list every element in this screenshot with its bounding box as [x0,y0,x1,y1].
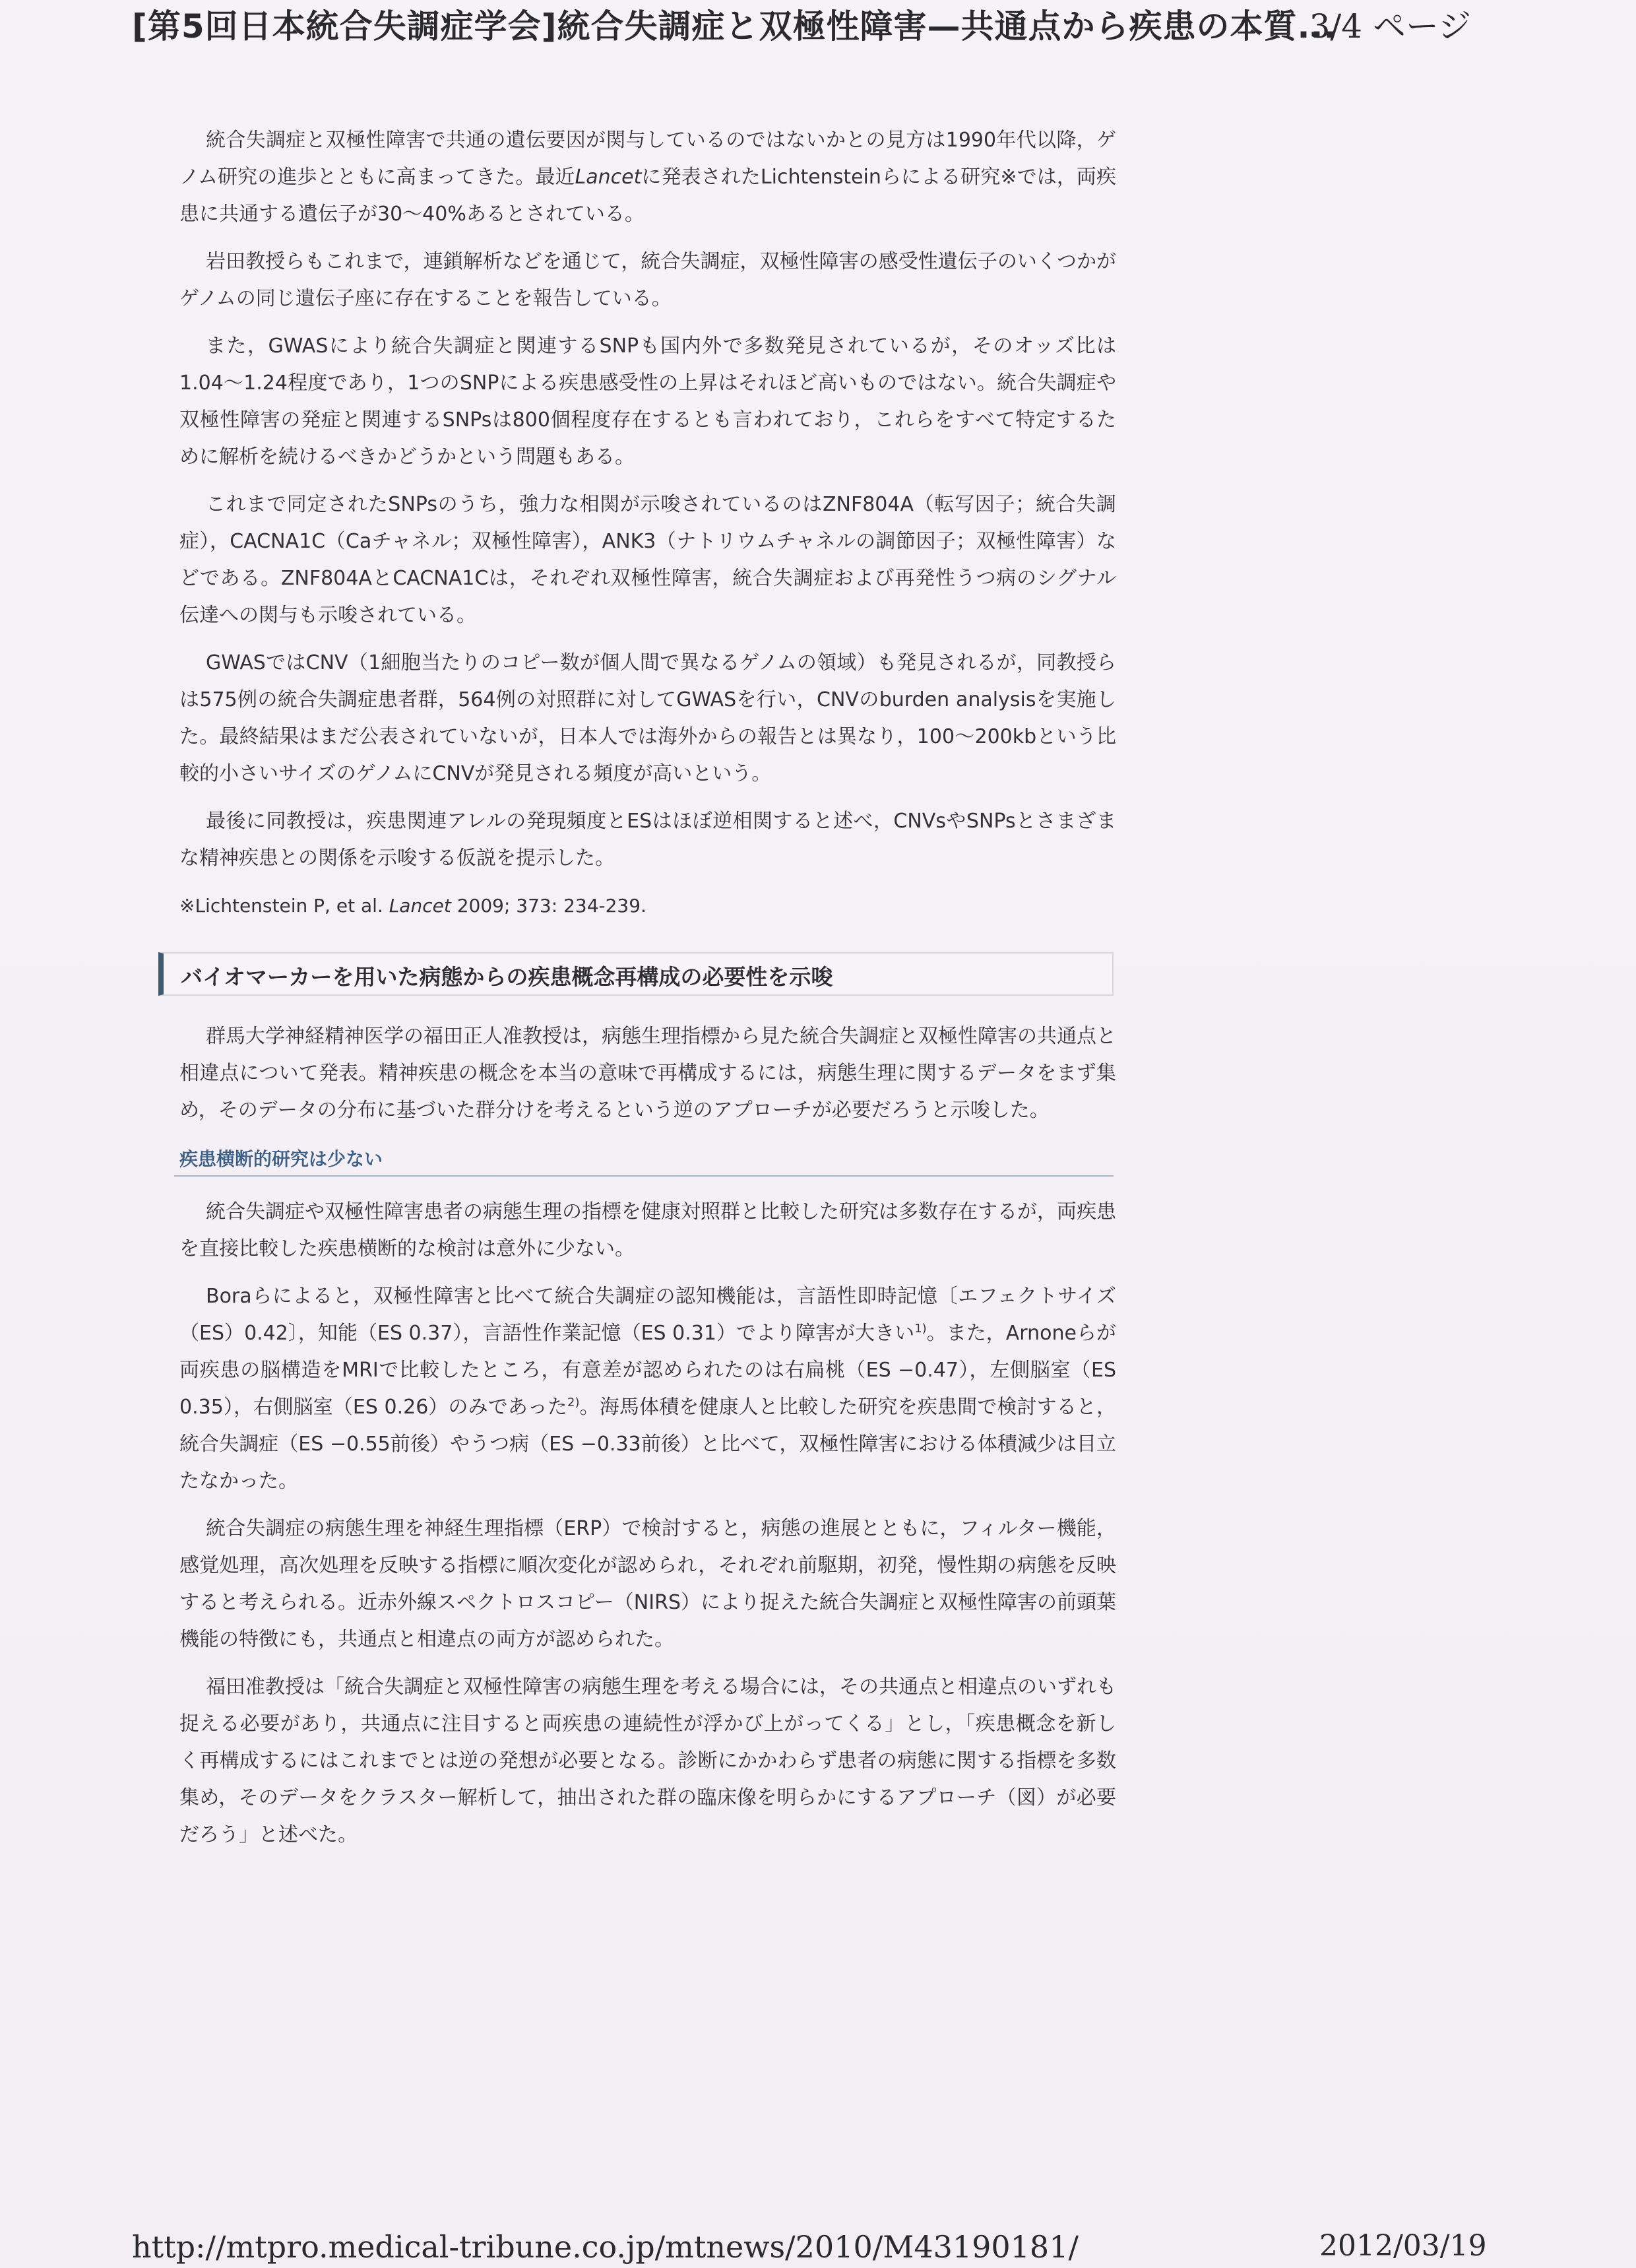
subsection-heading [174,1145,1114,1177]
print-date: 2012/03/19 [1319,2229,1487,2263]
paragraph: 群馬大学神経精神医学の福田正人准教授は，病態生理指標から見た統合失調症と双極性障害の共通点と相違点について発表。精神疾患の概念を本当の意味で再構成するには，病態生理に関するデータをまず集め，そのデータの分布に基づいた群分けを考えるという逆のアプローチが必要だろうと示唆した。 [179,1025,1116,1122]
paragraph: 岩田教授らもこれまで，連鎖解析などを通じて，統合失調症，双極性障害の感受性遺伝子のいくつかがゲノムの同じ遺伝子座に存在することを報告している。 [179,250,1116,310]
footnote: ※Lichtenstein P, et al. Lancet 2009; 373: 234-239. [179,895,646,917]
paragraph: 福田准教授は「統合失調症と双極性障害の病態生理を考える場合には，その共通点と相違点のいずれも捉える必要があり，共通点に注目すると両疾患の連続性が浮かび上がってくる」とし，「疾患概念を新しく再構成するにはこれまでとは逆の発想が必要となる。診断にかかわらず患者の病態に関する指標を多数集め，そのデータをクラスター解析して，抽出された群の臨床像を明らかにするアプローチ（図）が必要だろう」と述べた。 [179,1675,1116,1846]
paragraph: 統合失調症の病態生理を神経生理指標（ERP）で検討すると，病態の進展とともに，フィルター機能，感覚処理，高次処理を反映する指標に順次変化が認められ，それぞれ前駆期，初発，慢性期の病態を反映すると考えられる。近赤外線スペクトロスコピー（NIRS）により捉えた統合失調症と双極性障害の前頭葉機能の特徴にも，共通点と相違点の両方が認められた。 [179,1517,1116,1651]
article-body [179,122,1116,1864]
print-header [132,0,1517,53]
citation-ref: 2) [567,1396,580,1409]
citation-ref: 1) [914,1322,927,1336]
paragraph: Boraらによると，双極性障害と比べて統合失調症の認知機能は，言語性即時記憶〔エフェクトサイズ（ES）0.42〕，知能（ES 0.37），言語性作業記憶（ES 0.31）でより障害が大きい$^{1)}$。また，Arnoneらが両疾患の脳構造をMRIで比較したところ，有意差が認められたのは右扁桃（ES −0.47），左側脳室（ES 0.35），右側脳室（ES 0.26）のみであった$^{2)}$。海馬体積を健康人と比較した研究を疾患間で検討すると，統合失調症（ES −0.55前後）やうつ病（ES −0.33前後）と比べて，双極性障害における体積減少は目立たなかった。 [179,1285,1117,1493]
paragraph: 最後に同教授は，疾患関連アレルの発現頻度とESはほぼ逆相関すると述べ，CNVsやSNPsとさまざまな精神疾患との関係を示唆する仮説を提示した。 [179,810,1116,870]
section-heading-text: バイオマーカーを用いた病態からの疾患概念再構成の必要性を示唆 [181,964,833,990]
page-number: 3/4 ページ [1309,7,1471,46]
paragraph: 統合失調症や双極性障害患者の病態生理の指標を健康対照群と比較した研究は多数存在するが，両疾患を直接比較した疾患横断的な検討は意外に少ない。 [179,1200,1116,1260]
article-title: [第5回日本統合失調症学会]統合失調症と双極性障害—共通点から疾患の本質... [132,7,1337,46]
section-heading [158,952,1114,996]
subsection-heading-text: 疾患横断的研究は少ない [179,1148,383,1170]
journal-name: Lancet [575,166,642,189]
source-url: http://mtpro.medical-tribune.co.jp/mtnews/2010/M43190181/ [132,2229,1079,2265]
paragraph: また，GWASにより統合失調症と関連するSNPも国内外で多数発見されているが，そのオッズ比は1.04〜1.24程度であり，1つのSNPによる疾患感受性の上昇はそれほど高いものではない。統合失調症や双極性障害の発症と関連するSNPsは800個程度存在するとも言われており，これらをすべて特定するために解析を続けるべきかどうかという問題もある。 [179,335,1116,469]
paragraph: 統合失調症と双極性障害で共通の遺伝要因が関与しているのではないかとの見方は1990年代以降，ゲノム研究の進歩とともに高まってきた。最近Lancetに発表されたLichtensteinらによる研究※では，両疾患に共通する遺伝子が30〜40%あるとされている。 [179,129,1116,226]
paragraph: これまで同定されたSNPsのうち，強力な相関が示唆されているのはZNF804A（転写因子；統合失調症），CACNA1C（Caチャネル；双極性障害），ANK3（ナトリウムチャネルの調節因子；双極性障害）などである。ZNF804AとCACNA1Cは，それぞれ双極性障害，統合失調症および再発性うつ病のシグナル伝達への関与も示唆されている。 [179,493,1116,627]
paragraph: GWASではCNV（1細胞当たりのコピー数が個人間で異なるゲノムの領域）も発見されるが，同教授らは575例の統合失調症患者群，564例の対照群に対してGWASを行い，CNVのburden analysisを実施した。最終結果はまだ公表されていないが，日本人では海外からの報告とは異なり，100〜200kbという比較的小さいサイズのゲノムにCNVが発見される頻度が高いという。 [179,651,1116,785]
